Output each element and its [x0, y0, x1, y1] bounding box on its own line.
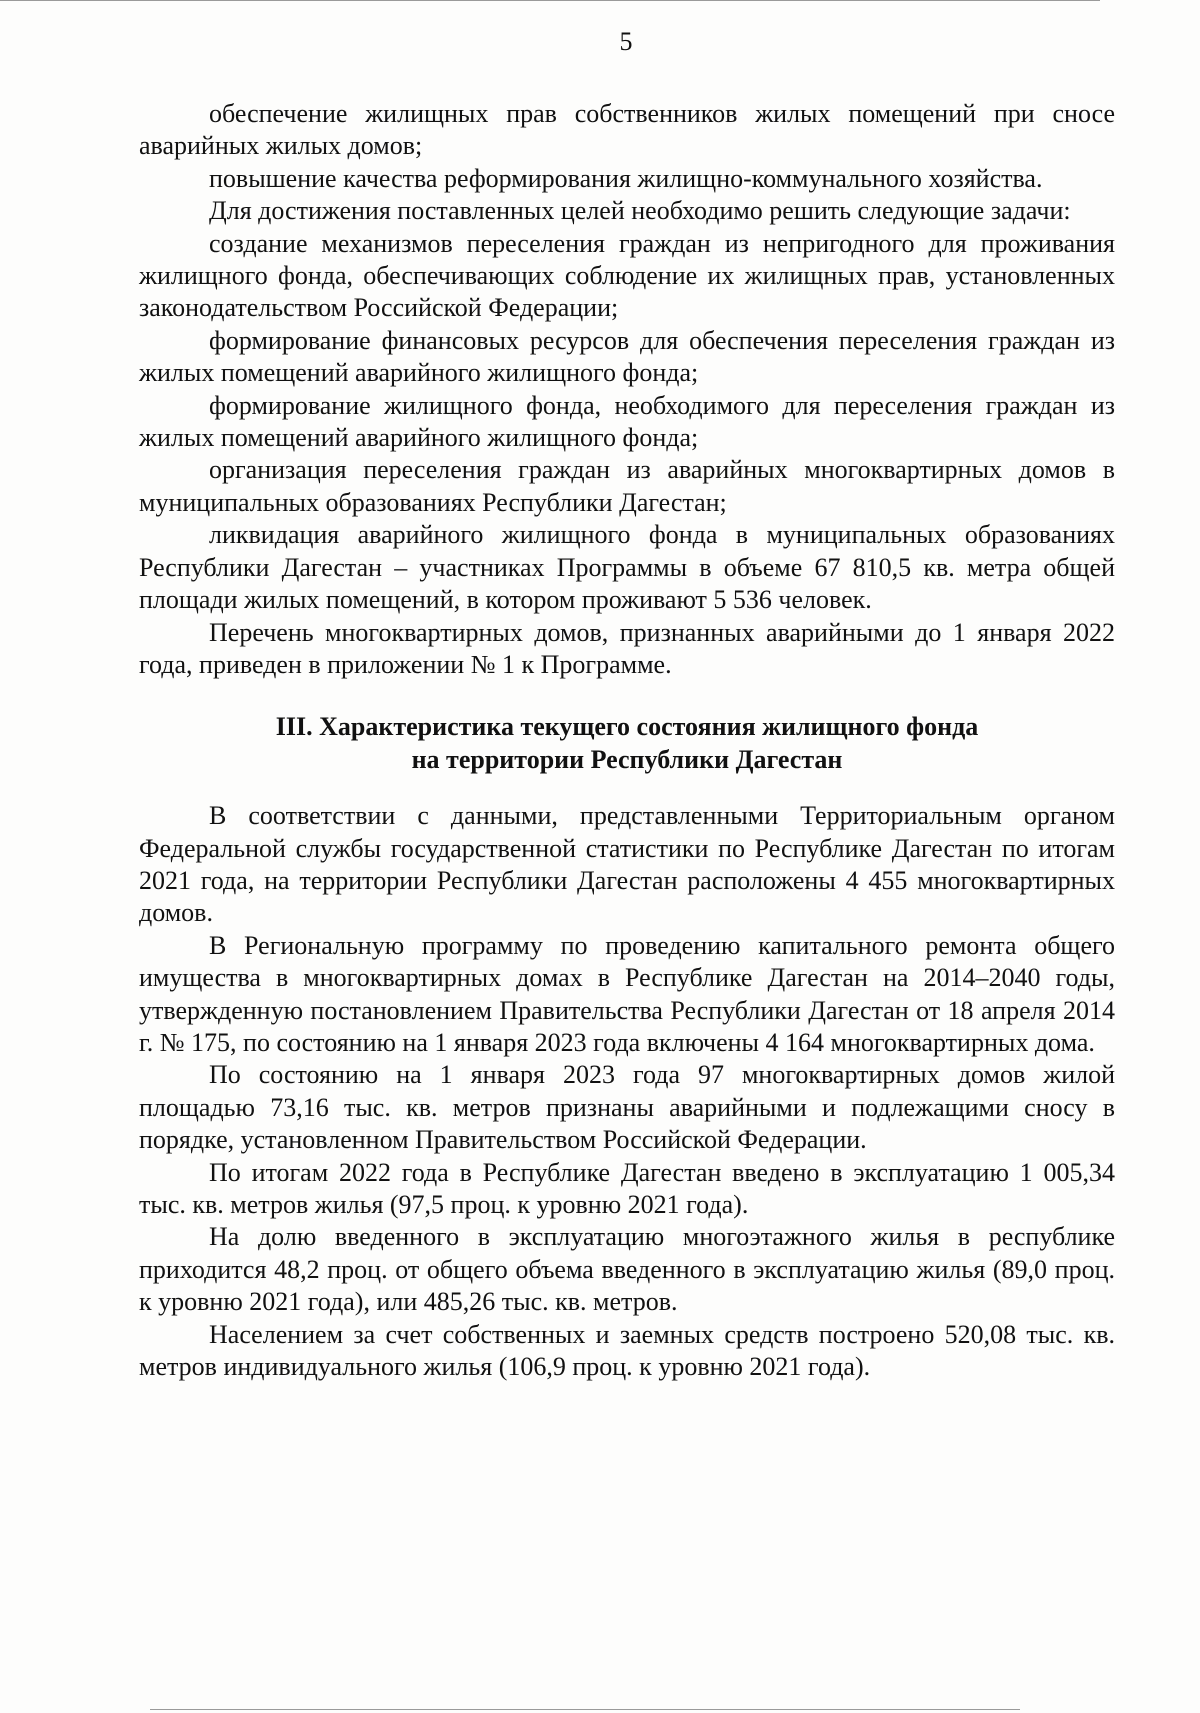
paragraph: организация переселения граждан из аварийных многоквартирных домов в муниципальных образованиях Республики Дагестан; — [139, 455, 1115, 517]
scan-edge-line-bottom — [150, 1709, 1020, 1710]
paragraph: По состоянию на 1 января 2023 года 97 многоквартирных домов жилой площадью 73,16 тыс. кв. метров признаны аварийными и подлежащими сносу в порядке, установленном Правительством Российской Федерации. — [139, 1060, 1115, 1155]
paragraph: В Региональную программу по проведению капитального ремонта общего имущества в многоквартирных домах в Республике Дагестан на 2014–2040 годы, утвержденную постановлением Правительства Республики Дагестан от 18 апреля 2014 г. № 175, по состоянию на 1 января 2023 года включены 4 164 многоквартирных дома. — [139, 930, 1115, 1057]
paragraph: На долю введенного в эксплуатацию многоэтажного жилья в республике приходится 48,2 проц. от общего объема введенного в эксплуатацию жилья (89,0 проц. к уровню 2021 года), или 485,26 тыс. кв. метров. — [139, 1222, 1115, 1317]
paragraph: формирование жилищного фонда, необходимого для переселения граждан из жилых помещений аварийного жилищного фонда; — [139, 390, 1115, 453]
paragraph: Перечень многоквартирных домов, признанных аварийными до 1 января 2022 года, приведен в приложении № 1 к Программе. — [139, 617, 1115, 679]
paragraph: Населением за счет собственных и заемных средств построено 520,08 тыс. кв. метров индивидуального жилья (106,9 проц. к уровню 2021 года). — [139, 1319, 1115, 1382]
paragraph: По итогам 2022 года в Республике Дагестан введено в эксплуатацию 1 005,34 тыс. кв. метров жилья (97,5 проц. к уровню 2021 года). — [139, 1157, 1115, 1219]
section-heading-line-2: на территории Республики Дагестан — [411, 744, 843, 774]
paragraph: создание механизмов переселения граждан из непригодного для проживания жилищного фонда, обеспечивающих соблюдение их жилищных прав, установленных законодательством Российской Федерации; — [139, 228, 1115, 323]
scan-edge-line-top — [0, 0, 1100, 1]
paragraph: повышение качества реформирования жилищно-коммунального хозяйства. — [209, 163, 1043, 193]
paragraph: формирование финансовых ресурсов для обеспечения переселения граждан из жилых помещений аварийного жилищного фонда; — [139, 325, 1115, 388]
paragraph: ликвидация аварийного жилищного фонда в муниципальных образованиях Республики Дагестан – участниках Программы в объеме 67 810,5 кв. метра общей площади жилых помещений, в котором проживают 5 536 человек. — [139, 520, 1115, 615]
paragraph: Для достижения поставленных целей необходимо решить следующие задачи: — [209, 196, 1071, 226]
page-number: 5 — [619, 27, 633, 56]
document-body — [139, 98, 1115, 1383]
section-heading — [139, 711, 1115, 776]
section-heading-line-1: III. Характеристика текущего состояния жилищного фонда — [275, 712, 979, 742]
paragraph: обеспечение жилищных прав собственников жилых помещений при сносе аварийных жилых домов; — [139, 99, 1115, 161]
paragraph: В соответствии с данными, представленными Территориальным органом Федеральной службы государственной статистики по Республике Дагестан по итогам 2021 года, на территории Республики Дагестан расположены 4 455 многоквартирных домов. — [139, 801, 1115, 928]
